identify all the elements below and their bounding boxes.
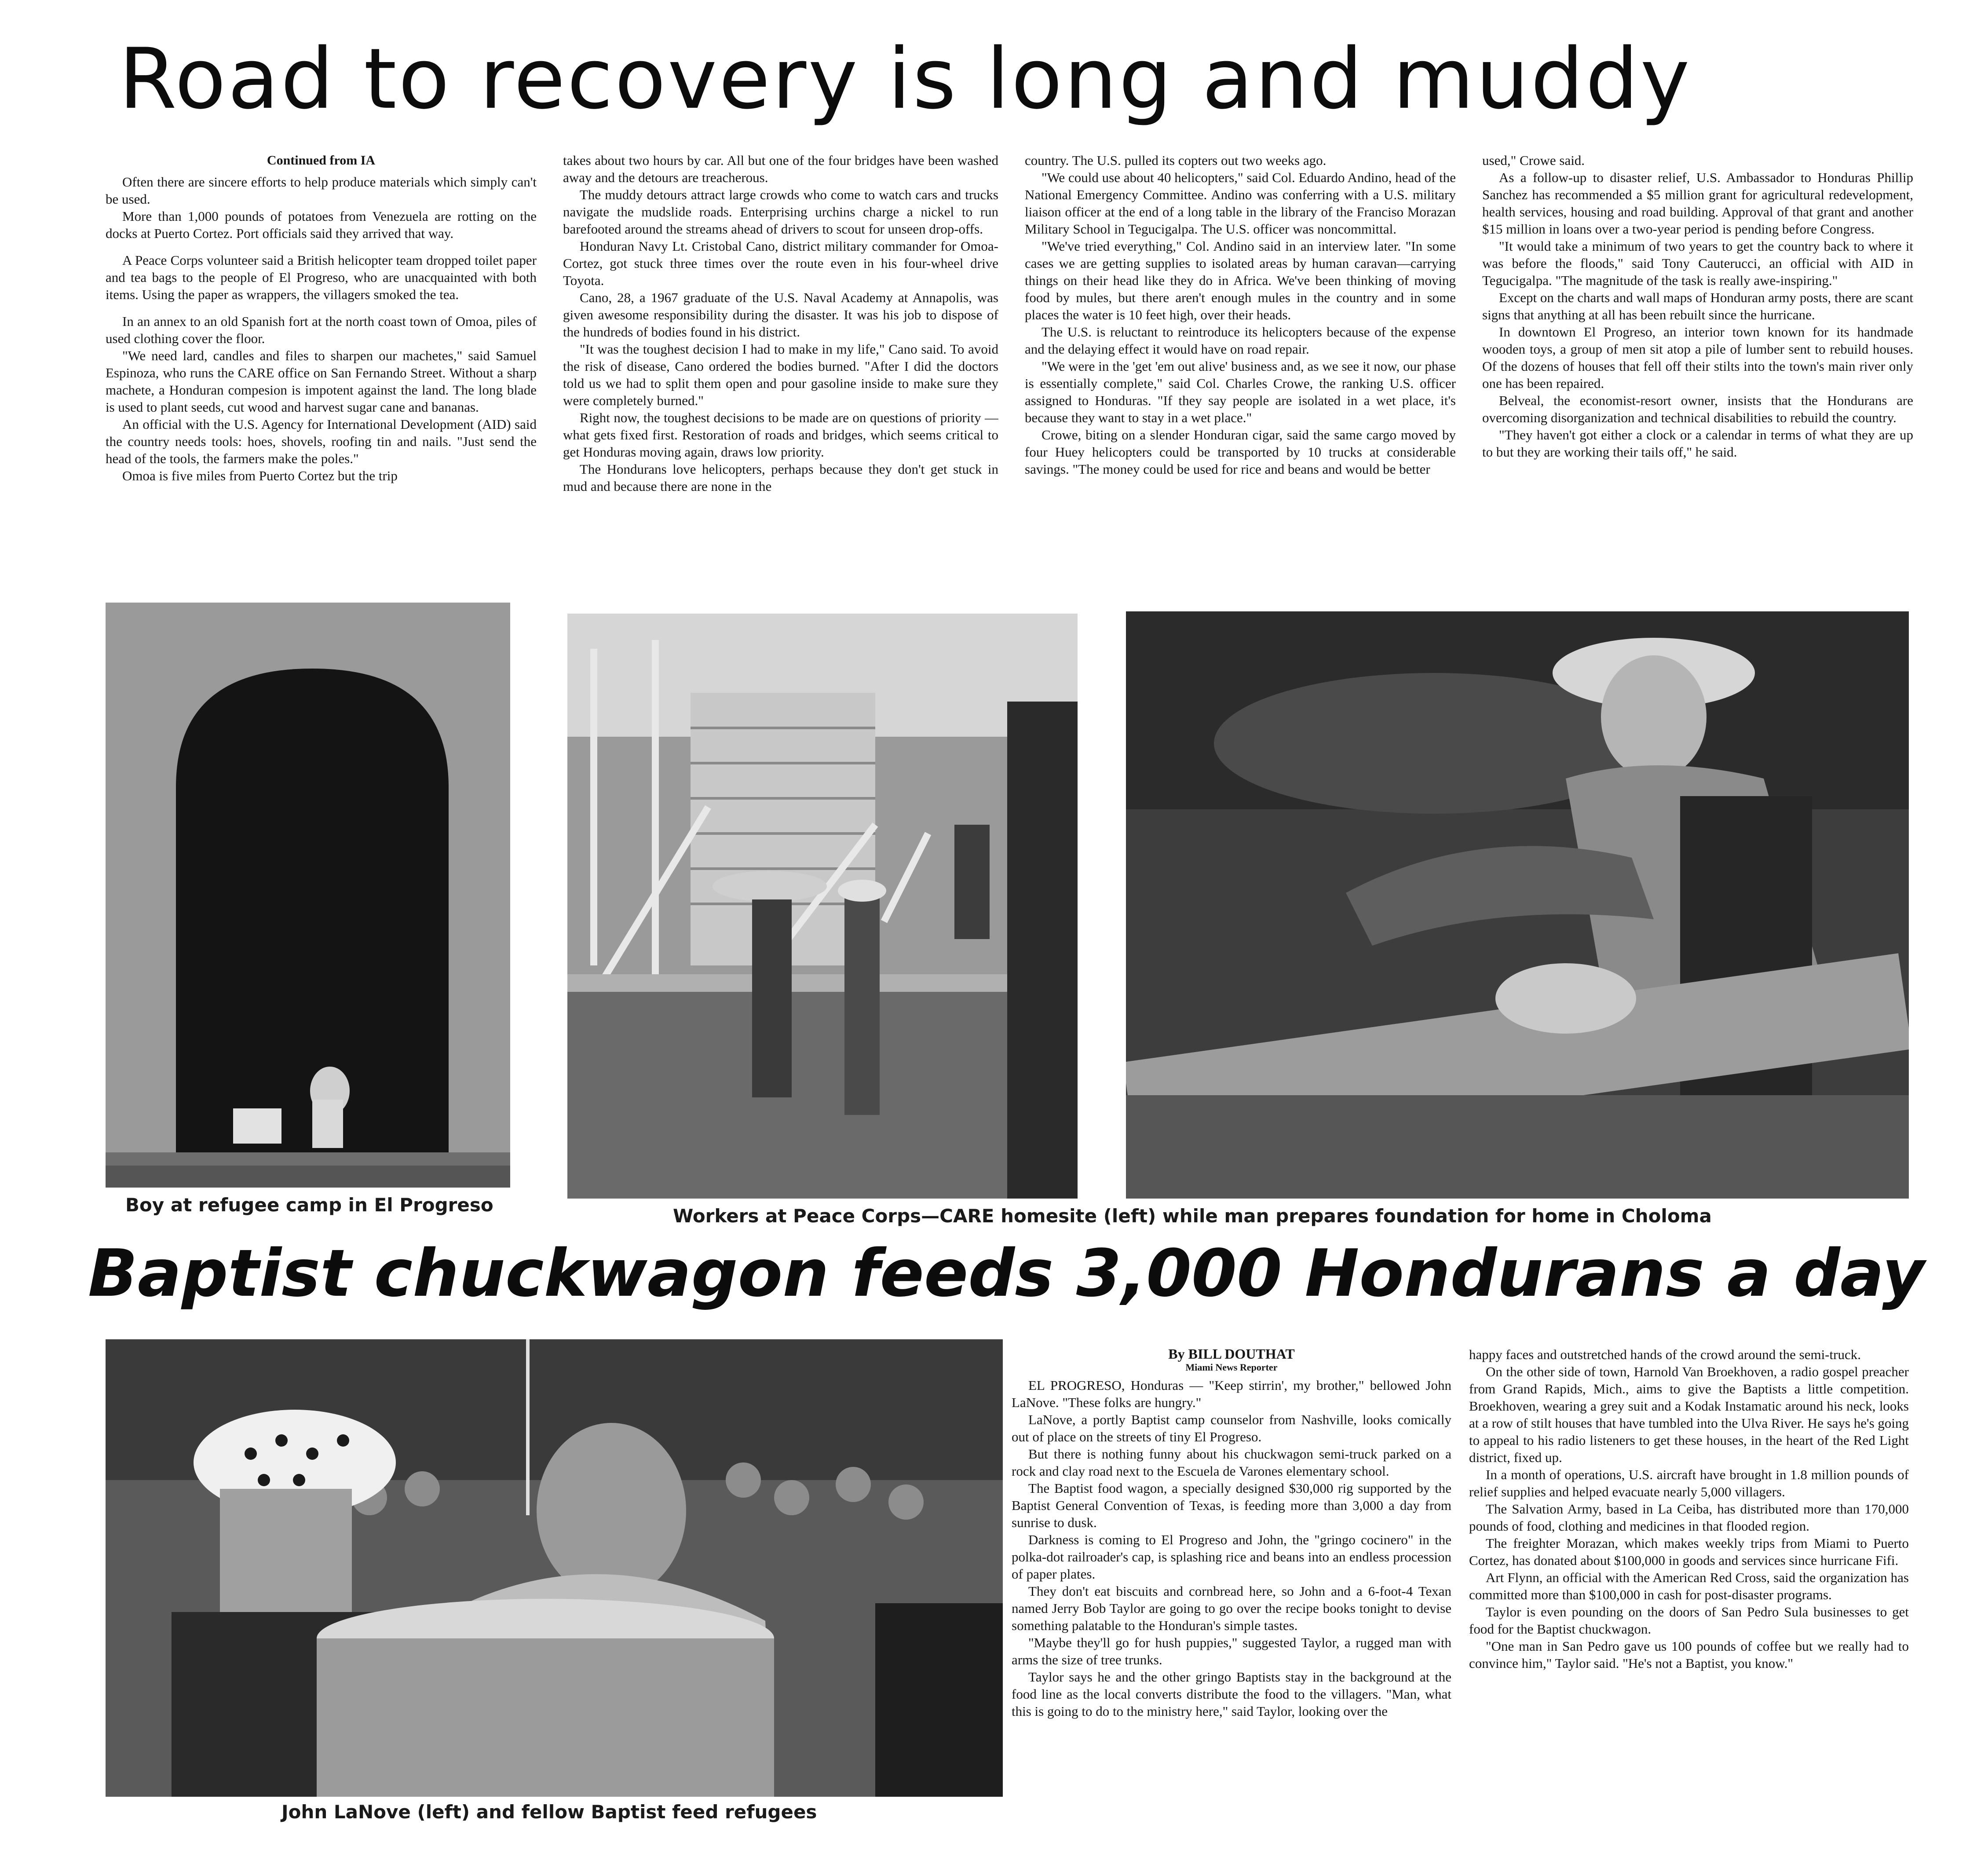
byline: By BILL DOUTHAT <box>1168 1346 1295 1362</box>
paragraph: An official with the U.S. Agency for International Development (AID) said the country needs tools: hoes, shovels, roofing tin and nails. "Just send the head of the tools, the farmers make the poles." <box>106 417 537 466</box>
story1-column-3 <box>1025 152 1456 592</box>
paragraph: "One man in San Pedro gave us 100 pounds of coffee but we really had to convince him," Taylor said. "He's not a Baptist, you know." <box>1469 1638 1909 1671</box>
paragraph: A Peace Corps volunteer said a British helicopter team dropped toilet paper and tea bags to the people of El Progreso, who are unacquainted with both items. Using the paper as wrappers, the villagers smoked the tea. <box>106 252 537 302</box>
paragraph: The U.S. is reluctant to reintroduce its helicopters because of the expense and the delaying effect it would have on road repair. <box>1025 324 1456 357</box>
paragraph: The Baptist food wagon, a specially designed $30,000 rig supported by the Baptist General Convention of Texas, is feeding more than 3,000 a day from sunrise to dusk. <box>1012 1480 1451 1530</box>
paragraph: The muddy detours attract large crowds who come to watch cars and trucks navigate the mudslide roads. Enterprising urchins charge a nickel to run barefooted around the streams ahead of drivers to scout for unseen drop-offs. <box>563 187 998 237</box>
story1-column-2 <box>563 152 998 592</box>
paragraph: "It was the toughest decision I had to make in my life," Cano said. To avoid the risk of disease, Cano ordered the bodies burned. "After I did the doctors told us we had to split them open and pour gasoline inside to make sure they were completely burned." <box>563 341 998 408</box>
paragraph: More than 1,000 pounds of potatoes from Venezuela are rotting on the docks at Puerto Cortez. Port officials said they arrived that way. <box>106 208 537 241</box>
paragraph: "They haven't got either a clock or a calendar in terms of what they are up to but they are working their tails off," he said. <box>1482 427 1913 460</box>
paragraph: Taylor says he and the other gringo Baptists stay in the background at the food line as the local converts distribute the food to the villagers. "Man, what this is going to do to the ministry here," said Taylor, looking over the <box>1012 1669 1451 1719</box>
story2-column-2 <box>1469 1346 1909 1830</box>
secondary-headline: Baptist chuckwagon feeds 3,000 Hondurans a day <box>88 1236 1925 1311</box>
paragraph: Darkness is coming to El Progreso and John, the "gringo cocinero" in the polka-dot railroader's cap, is splashing rice and beans into an endless procession of paper plates. <box>1012 1532 1451 1582</box>
paragraph: Honduran Navy Lt. Cristobal Cano, district military commander for Omoa-Cortez, got stuck three times over the route even in his four-wheel drive Toyota. <box>563 238 998 288</box>
paragraph: In an annex to an old Spanish fort at the north coast town of Omoa, piles of used clothing cover the floor. <box>106 314 537 346</box>
paragraph: takes about two hours by car. All but one of the four bridges have been washed away and the detours are treacherous. <box>563 153 998 185</box>
story1-column-4 <box>1482 152 1913 592</box>
photo-boy-archway <box>106 603 510 1188</box>
paragraph: Art Flynn, an official with the American Red Cross, said the organization has committed more than $100,000 in cash for post-disaster programs. <box>1469 1570 1909 1602</box>
paragraph: Omoa is five miles from Puerto Cortez but the trip <box>122 468 398 483</box>
paragraph: EL PROGRESO, Honduras — "Keep stirrin', my brother," bellowed John LaNove. "These folks are hungry." <box>1012 1378 1451 1410</box>
paragraph: The freighter Morazan, which makes weekly trips from Miami to Puerto Cortez, has donated about $100,000 in goods and services since hurricane Fifi. <box>1469 1535 1909 1568</box>
paragraph: In downtown El Progreso, an interior town known for its handmade wooden toys, a group of men sit atop a pile of lumber sent to rebuild houses. Of the dozens of houses that fell off their stilts into the town's main river only one has been repaired. <box>1482 324 1913 391</box>
paragraph: As a follow-up to disaster relief, U.S. Ambassador to Honduras Phillip Sanchez has recommended a $5 million grant for agricultural redevelopment, health services, housing and road building. Approval of that grant and another $15 million in loans over a two-year period is pending before Congress. <box>1482 170 1913 237</box>
paragraph: "We could use about 40 helicopters," said Col. Eduardo Andino, head of the National Emergency Committee. Andino was conferring with a U.S. military liaison officer at the end of a long table in the library of the Franciso Morazan Military School in Tegucigalpa. The U.S. officer was noncommittal. <box>1025 170 1456 237</box>
photo-workers <box>567 614 1078 1199</box>
paragraph: They don't eat biscuits and cornbread here, so John and a 6-foot-4 Texan named Jerry Bob Taylor are going to go over the recipe books tonight to devise something palatable to the Honduran's simple tastes. <box>1012 1583 1451 1633</box>
paragraph: "We need lard, candles and files to sharpen our machetes," said Samuel Espinoza, who runs the CARE office on San Fernando Street. Without a sharp machete, a Honduran compesion is impotent against the land. The long blade is used to plant seeds, cut wood and harvest sugar cane and bananas. <box>106 348 537 415</box>
byline-title: Miami News Reporter <box>1185 1362 1278 1373</box>
caption-lanove: John LaNove (left) and fellow Baptist feed refugees <box>281 1801 817 1823</box>
paragraph: Crowe, biting on a slender Honduran cigar, said the same cargo moved by four Huey helicopters could be transported by 10 trucks at considerable savings. "The money could be used for rice and beans and would be better <box>1025 427 1456 477</box>
paragraph: The Hondurans love helicopters, perhaps because they don't get stuck in mud and because there are none in the <box>563 461 998 494</box>
paragraph: Except on the charts and wall maps of Honduran army posts, there are scant signs that anything at all has been rebuilt since the hurricane. <box>1482 290 1913 322</box>
paragraph: used," Crowe said. <box>1482 153 1585 168</box>
story2-column-1 <box>1012 1346 1451 1830</box>
paragraph: happy faces and outstretched hands of the crowd around the semi-truck. <box>1469 1347 1861 1362</box>
story1-column-1 <box>106 152 537 592</box>
paragraph: "It would take a minimum of two years to get the country back to where it was before the floods," said Tony Cauterucci, an official with AID in Tegucigalpa. "The magnitude of the task is really awe-inspiring." <box>1482 238 1913 288</box>
paragraph: country. The U.S. pulled its copters out two weeks ago. <box>1025 153 1327 168</box>
paragraph: On the other side of town, Harnold Van Broekhoven, a radio gospel preacher from Grand Rapids, Mich., aims to give the Baptists a little competition. Broekhoven, wearing a grey suit and a Kodak Instamatic around his neck, looks at a row of stilt houses that have tumbled into the Ulva River. He says he's going to appeal to his radio listeners to get these houses, in the heart of the Red Light district, fixed up. <box>1469 1364 1909 1465</box>
paragraph: The Salvation Army, based in La Ceiba, has distributed more than 170,000 pounds of food, clothing and medicines in that flooded region. <box>1469 1501 1909 1534</box>
main-headline: Road to recovery is long and muddy <box>119 30 1692 128</box>
photo-man-foundation <box>1126 611 1909 1199</box>
photo-lanove-feeding <box>106 1339 1003 1797</box>
caption-boy: Boy at refugee camp in El Progreso <box>125 1194 493 1216</box>
paragraph: In a month of operations, U.S. aircraft have brought in 1.8 million pounds of relief supplies and helped evacuate nearly 5,000 villagers. <box>1469 1467 1909 1499</box>
paragraph: Often there are sincere efforts to help produce materials which simply can't be used. <box>106 174 537 207</box>
caption-workers: Workers at Peace Corps—CARE homesite (left) while man prepares foundation for home in Choloma <box>673 1205 1712 1227</box>
paragraph: Belveal, the economist-resort owner, insists that the Hondurans are overcoming disorganization and technical disabilities to rebuild the country. <box>1482 393 1913 425</box>
continued-kicker: Continued from IA <box>267 153 376 168</box>
paragraph: Right now, the toughest decisions to be made are on questions of priority — what gets fixed first. Restoration of roads and bridges, which seems critical to get Honduras moving again, draws low priority. <box>563 410 998 460</box>
paragraph: "We were in the 'get 'em out alive' business and, as we see it now, our phase is essentially complete," said Col. Charles Crowe, the ranking U.S. officer assigned to Honduras. "If they say people are isolated in a wet place, it's because they want to stay in a wet place." <box>1025 358 1456 425</box>
paragraph: "Maybe they'll go for hush puppies," suggested Taylor, a rugged man with arms the size of tree trunks. <box>1012 1635 1451 1667</box>
paragraph: Cano, 28, a 1967 graduate of the U.S. Naval Academy at Annapolis, was given awesome responsibility during the disaster. It was his job to dispose of the hundreds of bodies found in his district. <box>563 290 998 340</box>
paragraph: Taylor is even pounding on the doors of San Pedro Sula businesses to get food for the Baptist chuckwagon. <box>1469 1604 1909 1637</box>
paragraph: "We've tried everything," Col. Andino said in an interview later. "In some cases we are getting supplies to isolated areas by human caravan—carrying things on their head like they do in Africa. We've been thinking of moving food by mules, but there aren't enough mules in the country and in some places the water is 10 feet high, over their heads. <box>1025 238 1456 322</box>
paragraph: But there is nothing funny about his chuckwagon semi-truck parked on a rock and clay road next to the Escuela de Varones elementary school. <box>1012 1446 1451 1479</box>
paragraph: LaNove, a portly Baptist camp counselor from Nashville, looks comically out of place on the streets of tiny El Progreso. <box>1012 1412 1451 1444</box>
